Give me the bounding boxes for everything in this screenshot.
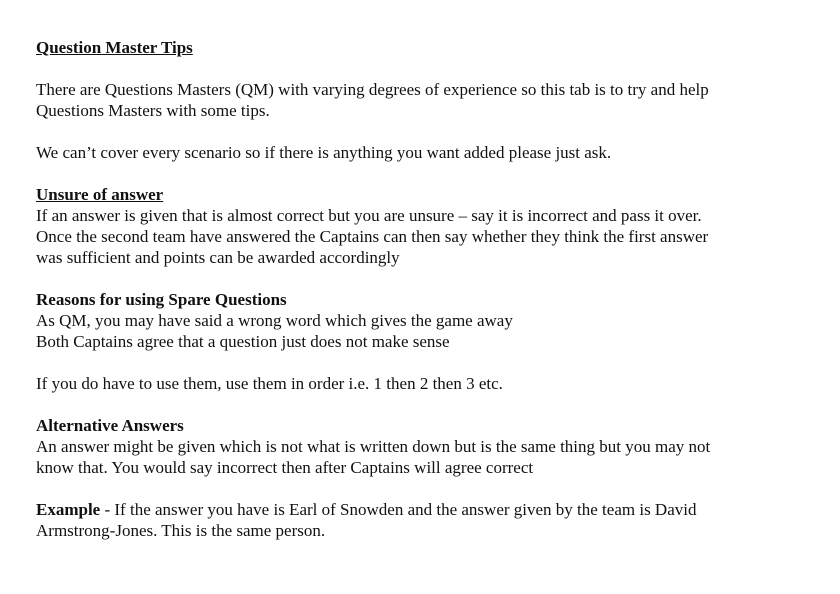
spacer [36, 478, 826, 499]
spacer [36, 352, 826, 373]
spare-line-2: Both Captains agree that a question just does not make sense [36, 332, 450, 351]
intro-line-2: Questions Masters with some tips. [36, 101, 270, 120]
example-text: - If the answer you have is Earl of Snowden and the answer given by the team is David [100, 500, 697, 519]
example-line-1 [36, 499, 826, 520]
example-line-2: Armstrong-Jones. This is the same person. [36, 521, 326, 540]
unsure-line-3: was sufficient and points can be awarded accordingly [36, 248, 400, 267]
cover-note: We can’t cover every scenario so if there is anything you want added please just ask. [36, 143, 612, 162]
alternative-line-1: An answer might be given which is not what is written down but is the same thing but you may not [36, 437, 711, 456]
document-page [36, 37, 826, 541]
alternative-line-2: know that. You would say incorrect then after Captains will agree correct [36, 458, 534, 477]
spacer [36, 58, 826, 79]
unsure-line-2: Once the second team have answered the Captains can then say whether they think the first answer [36, 227, 709, 246]
spare-heading: Reasons for using Spare Questions [36, 290, 287, 309]
spacer [36, 394, 826, 415]
spacer [36, 121, 826, 142]
example-label: Example [36, 500, 101, 519]
unsure-heading: Unsure of answer [36, 185, 164, 204]
spacer [36, 268, 826, 289]
intro-line-1: There are Questions Masters (QM) with varying degrees of experience so this tab is to try and help [36, 80, 709, 99]
spacer [36, 163, 826, 184]
spare-order-note: If you do have to use them, use them in order i.e. 1 then 2 then 3 etc. [36, 374, 503, 393]
unsure-line-1: If an answer is given that is almost correct but you are unsure – say it is incorrect and pass it over. [36, 206, 702, 225]
document-title: Question Master Tips [36, 38, 193, 57]
spare-line-1: As QM, you may have said a wrong word which gives the game away [36, 311, 513, 330]
alternative-heading: Alternative Answers [36, 416, 184, 435]
